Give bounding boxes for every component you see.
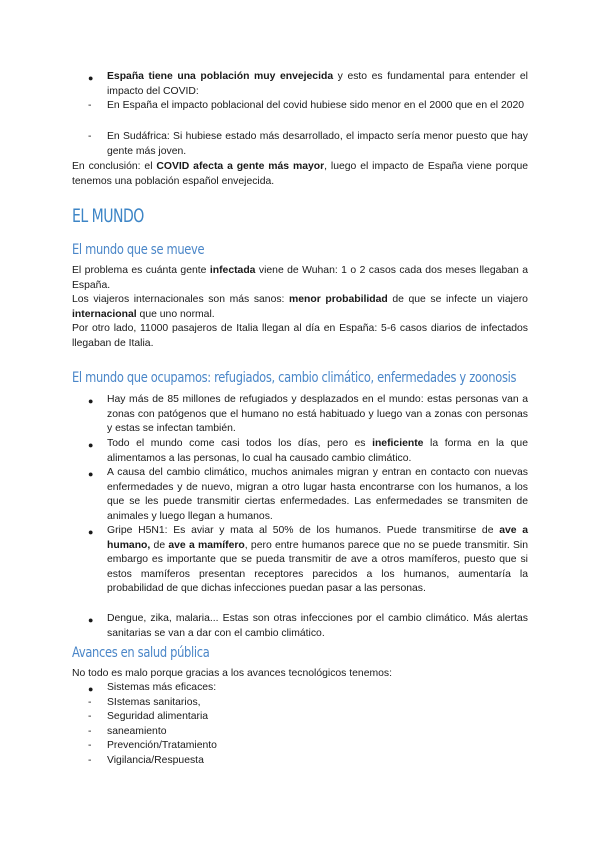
dash-marker: - bbox=[88, 726, 92, 737]
paragraph: Los viajeros internacionales son más sanos: menor probabilidad de que se infecte un viajero internacional que uno normal. bbox=[72, 294, 528, 320]
subheading-mundo-ocupamos: El mundo que ocupamos: refugiados, cambio climático, enfermedades y zoonosis bbox=[72, 370, 517, 386]
list-item: Seguridad alimentaria bbox=[107, 711, 209, 722]
list-item: Todo el mundo come casi todos los días, pero es ineficiente la forma en la que alimentamos a las personas, lo cual ha causado cambio climático. bbox=[107, 438, 528, 464]
dash-marker: - bbox=[88, 100, 92, 111]
list-item: Prevención/Tratamiento bbox=[107, 740, 217, 751]
list-item: En Sudáfrica: Si hubiese estado más desarrollado, el impacto sería menor puesto que hay gente más joven. bbox=[107, 131, 528, 157]
bullet-marker: ● bbox=[88, 73, 94, 83]
dash-marker: - bbox=[88, 697, 92, 708]
list-item: En España el impacto poblacional del covid hubiese sido menor en el 2000 que en el 2020 bbox=[107, 100, 525, 111]
list-item: SIstemas sanitarios, bbox=[107, 697, 201, 708]
bullet-marker: ● bbox=[88, 396, 94, 406]
section-title: EL MUNDO bbox=[72, 205, 144, 227]
list-item: Vigilancia/Respuesta bbox=[107, 755, 204, 766]
list-item: Hay más de 85 millones de refugiados y desplazados en el mundo: estas personas van a zonas con patógenos que el humano no está habituado y luego van a zonas con personas y estas se infectan también. bbox=[107, 394, 528, 434]
bullet-marker: ● bbox=[88, 527, 94, 537]
dash-marker: - bbox=[88, 711, 92, 722]
conclusion-paragraph: En conclusión: el COVID afecta a gente más mayor, luego el impacto de España viene porque tenemos una población español envejecida. bbox=[72, 161, 528, 187]
dash-marker: - bbox=[88, 131, 92, 142]
paragraph: Por otro lado, 11000 pasajeros de Italia llegan al día en España: 5-6 casos diarios de infectados llegaban de Italia. bbox=[72, 323, 528, 349]
paragraph: No todo es malo porque gracias a los avances tecnológicos tenemos: bbox=[72, 668, 392, 679]
bullet-marker: ● bbox=[88, 684, 94, 694]
bold-text: España tiene una población muy envejecida bbox=[107, 71, 334, 82]
dash-marker: - bbox=[88, 740, 92, 751]
list-item: Sistemas más eficaces: bbox=[107, 682, 217, 693]
subheading-avances: Avances en salud pública bbox=[72, 645, 210, 661]
bullet-marker: ● bbox=[88, 469, 94, 479]
paragraph: El problema es cuánta gente infectada viene de Wuhan: 1 o 2 casos cada dos meses llegaban a España. bbox=[72, 265, 528, 291]
list-item: Gripe H5N1: Es aviar y mata al 50% de los humanos. Puede transmitirse de ave a humano, de ave a mamífero, pero entre humanos parece que no se puede transmitir. Sin embargo es importante que se pueda transmitir de ave a otros mamíferos, puesto que si estos mamíferos presentan receptores parecidos a los humanos, aumentaría la probabilidad de que dichas infecciones puedan pasar a las personas. bbox=[107, 525, 529, 594]
list-item: saneamiento bbox=[107, 726, 167, 737]
bullet-marker: ● bbox=[88, 615, 94, 625]
list-item: A causa del cambio climático, muchos animales migran y entran en contacto con nuevas enfermedades y de nuevo, migran a otro lugar hasta encontrarse con los humanos, a los que se les puede transmitir ciertas enfermedades. Las enfermedades se transmiten de animales y luego llegan a humanos. bbox=[107, 467, 528, 522]
dash-marker: - bbox=[88, 755, 92, 766]
subheading-mundo-mueve: El mundo que se mueve bbox=[72, 242, 205, 258]
list-item: Dengue, zika, malaria... Estas son otras infecciones por el cambio climático. Más alertas sanitarias se van a dar con el cambio climático. bbox=[107, 613, 528, 639]
list-item: España tiene una población muy envejecida y esto es fundamental para entender el impacto del COVID: bbox=[107, 71, 528, 97]
bullet-marker: ● bbox=[88, 440, 94, 450]
